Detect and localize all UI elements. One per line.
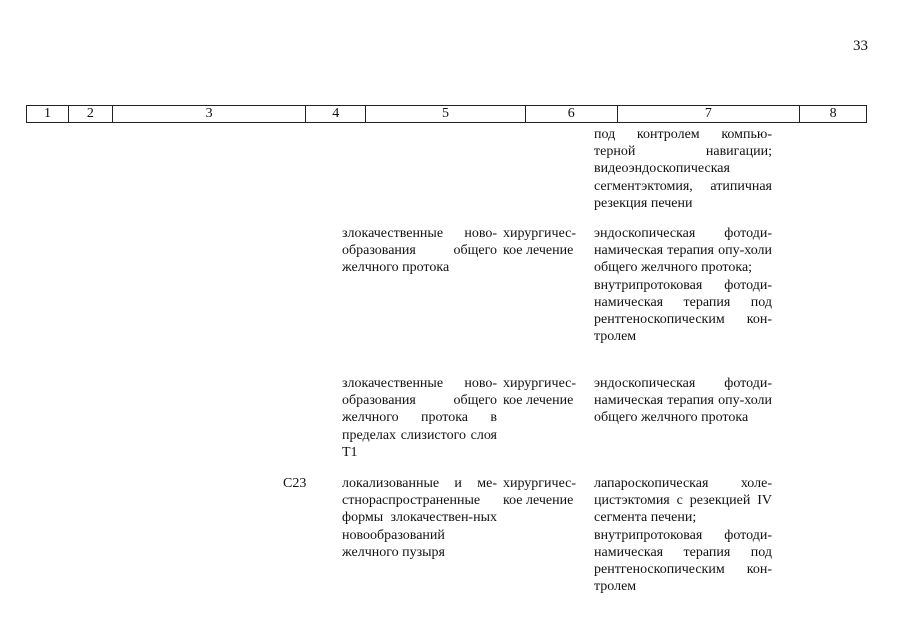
row-3-method-1: внутрипротоковая фотоди-намическая терапия под рентгеноскопическим кон-тролем	[594, 527, 772, 595]
column-header-6: 6	[526, 106, 618, 122]
row-3-method-0: лапароскопическая холе-цистэктомия с резекцией IV сегмента печени;	[594, 476, 772, 526]
row-1-methods	[594, 225, 772, 345]
column-header-8: 8	[829, 106, 837, 121]
column-header-7: 7	[618, 106, 801, 122]
column-header-1: 1	[27, 106, 69, 122]
row-1-treatment-type: хирургичес-кое лечение	[503, 226, 577, 259]
page-number: 33	[853, 38, 868, 54]
row-1-method-1: внутрипротоковая фотоди-намическая терапия под рентгеноскопическим кон-тролем	[594, 277, 772, 345]
column-header-4: 4	[306, 106, 366, 122]
row-2-method-0: эндоскопическая фотоди-намическая терапия опу-холи общего желчного протока	[594, 376, 772, 426]
row-3-code: C23	[283, 476, 307, 491]
table-header-row	[26, 105, 867, 123]
column-header-3: 3	[113, 106, 307, 122]
column-header-2: 2	[69, 106, 113, 122]
row-2-diagnosis: злокачественные ново-образования общего желчного протока в пределах слизистого слоя T1	[342, 376, 497, 460]
row-3-diagnosis: локализованные и ме-стнораспространенные формы злокачествен-ных новообразований желчного пузыря	[342, 476, 497, 560]
row-0-method-0: под контролем компью-терной навигации; видеоэндоскопическая сегментэктомия, атипичная резекция печени	[594, 127, 772, 211]
row-1-diagnosis: злокачественные ново-образования общего желчного протока	[342, 226, 497, 276]
row-2-methods	[594, 375, 772, 427]
column-header-5: 5	[366, 106, 526, 122]
row-3-treatment-type: хирургичес-кое лечение	[503, 476, 577, 509]
row-3-methods	[594, 475, 772, 595]
row-2-treatment-type: хирургичес-кое лечение	[503, 376, 577, 409]
row-0-methods	[594, 126, 772, 212]
row-1-method-0: эндоскопическая фотоди-намическая терапия опу-холи общего желчного протока;	[594, 226, 772, 276]
